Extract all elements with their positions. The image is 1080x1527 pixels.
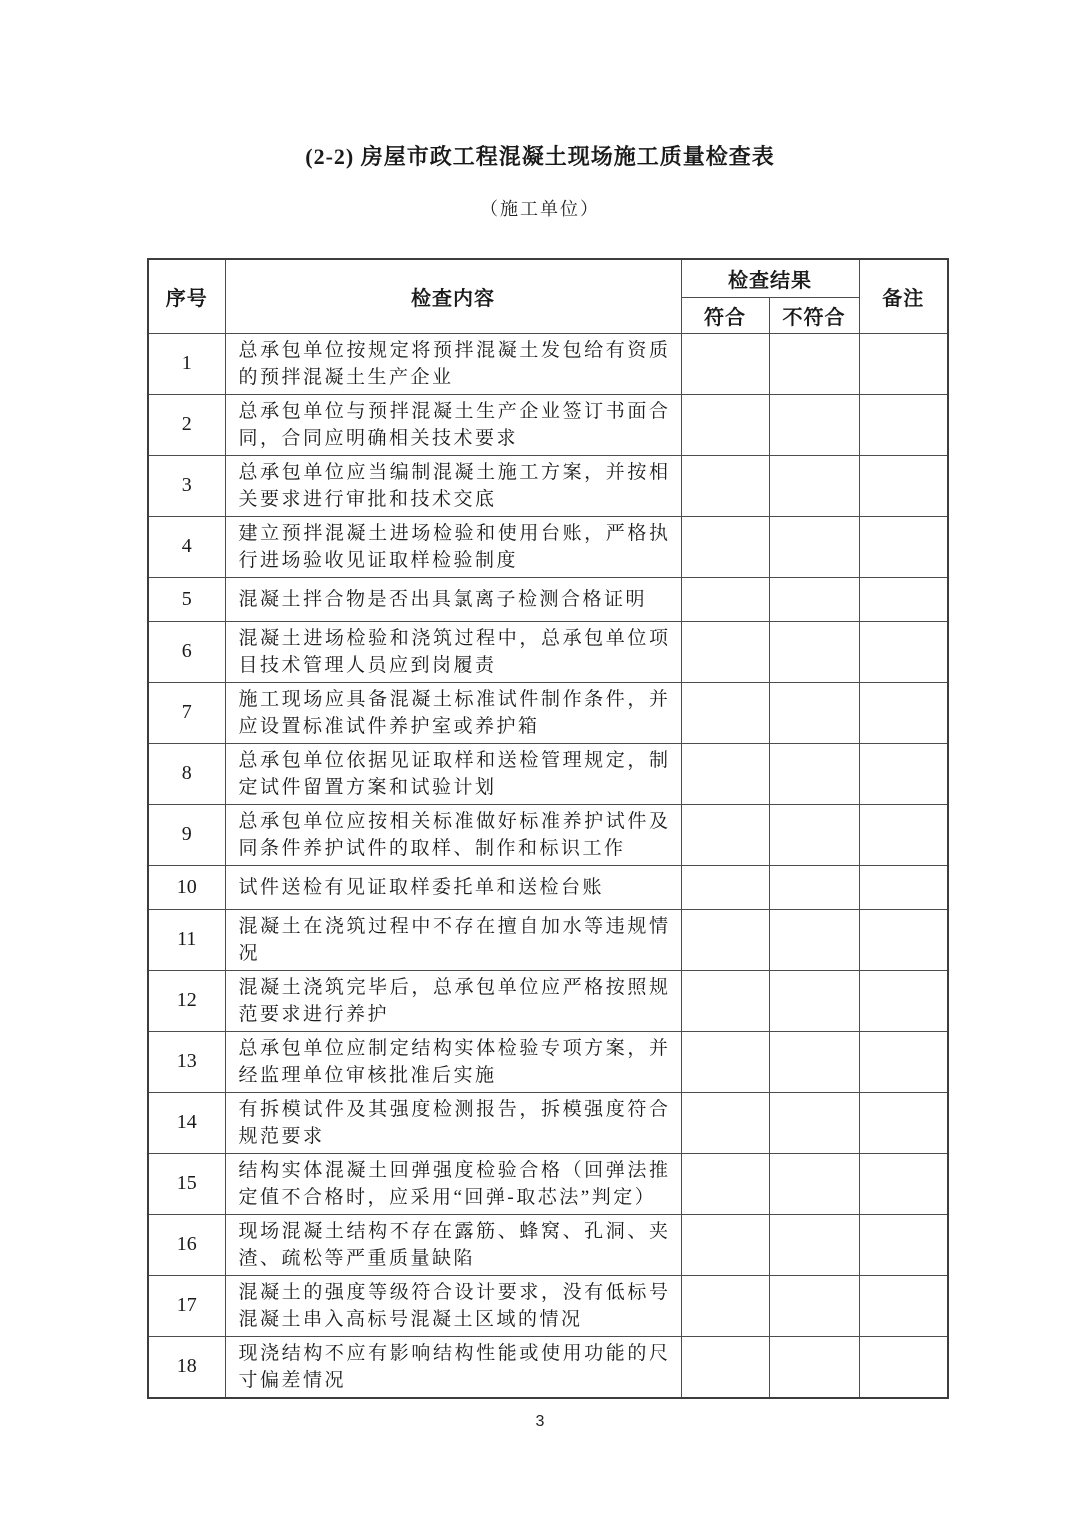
remark-cell: [859, 970, 948, 1031]
header-result-group: 检查结果: [681, 259, 859, 297]
row-number: 5: [148, 577, 225, 621]
table-row: [148, 865, 948, 909]
remark-cell: [859, 394, 948, 455]
table-row: [148, 909, 948, 970]
remark-cell: [859, 1275, 948, 1336]
nonconform-cell: [769, 455, 859, 516]
remark-cell: [859, 1214, 948, 1275]
nonconform-cell: [769, 394, 859, 455]
nonconform-cell: [769, 1275, 859, 1336]
row-number: 10: [148, 865, 225, 909]
row-number: 3: [148, 455, 225, 516]
nonconform-cell: [769, 577, 859, 621]
row-content: 总承包单位应制定结构实体检验专项方案，并经监理单位审核批准后实施: [225, 1031, 681, 1092]
nonconform-cell: [769, 1153, 859, 1214]
conform-cell: [681, 1092, 769, 1153]
conform-cell: [681, 516, 769, 577]
conform-cell: [681, 1031, 769, 1092]
row-number: 6: [148, 621, 225, 682]
inspection-checklist-table: [147, 258, 949, 1399]
conform-cell: [681, 621, 769, 682]
conform-cell: [681, 1336, 769, 1398]
table-row: [148, 1092, 948, 1153]
table-row: [148, 1336, 948, 1398]
conform-cell: [681, 909, 769, 970]
table-row: [148, 516, 948, 577]
table-row: [148, 394, 948, 455]
conform-cell: [681, 1214, 769, 1275]
conform-cell: [681, 577, 769, 621]
remark-cell: [859, 743, 948, 804]
nonconform-cell: [769, 516, 859, 577]
header-nonconform: 不符合: [769, 297, 859, 333]
table-row: [148, 455, 948, 516]
remark-cell: [859, 1336, 948, 1398]
table-row: [148, 743, 948, 804]
row-content: 试件送检有见证取样委托单和送检台账: [225, 865, 681, 909]
conform-cell: [681, 682, 769, 743]
remark-cell: [859, 909, 948, 970]
header-remark: 备注: [859, 259, 948, 333]
page-title: (2-2) 房屋市政工程混凝土现场施工质量检查表: [305, 144, 775, 169]
remark-cell: [859, 682, 948, 743]
page-subtitle: （施工单位）: [480, 199, 600, 219]
row-number: 7: [148, 682, 225, 743]
header-seq: 序号: [148, 259, 225, 333]
row-content: 混凝土的强度等级符合设计要求，没有低标号混凝土串入高标号混凝土区域的情况: [225, 1275, 681, 1336]
table-row: [148, 1214, 948, 1275]
remark-cell: [859, 865, 948, 909]
conform-cell: [681, 1275, 769, 1336]
remark-cell: [859, 455, 948, 516]
row-content: 总承包单位依据见证取样和送检管理规定，制定试件留置方案和试验计划: [225, 743, 681, 804]
nonconform-cell: [769, 970, 859, 1031]
row-number: 12: [148, 970, 225, 1031]
remark-cell: [859, 1031, 948, 1092]
row-number: 15: [148, 1153, 225, 1214]
nonconform-cell: [769, 804, 859, 865]
nonconform-cell: [769, 333, 859, 394]
table-row: [148, 804, 948, 865]
conform-cell: [681, 743, 769, 804]
row-number: 11: [148, 909, 225, 970]
nonconform-cell: [769, 909, 859, 970]
conform-cell: [681, 865, 769, 909]
nonconform-cell: [769, 1031, 859, 1092]
conform-cell: [681, 455, 769, 516]
checklist-body: [148, 333, 948, 1398]
conform-cell: [681, 1153, 769, 1214]
conform-cell: [681, 970, 769, 1031]
row-content: 混凝土在浇筑过程中不存在擅自加水等违规情况: [225, 909, 681, 970]
row-content: 总承包单位与预拌混凝土生产企业签订书面合同，合同应明确相关技术要求: [225, 394, 681, 455]
conform-cell: [681, 804, 769, 865]
row-number: 16: [148, 1214, 225, 1275]
nonconform-cell: [769, 865, 859, 909]
nonconform-cell: [769, 1336, 859, 1398]
table-row: [148, 333, 948, 394]
row-number: 14: [148, 1092, 225, 1153]
table-header: [148, 259, 948, 333]
table-row: [148, 577, 948, 621]
row-number: 13: [148, 1031, 225, 1092]
table-row: [148, 970, 948, 1031]
row-content: 总承包单位按规定将预拌混凝土发包给有资质的预拌混凝土生产企业: [225, 333, 681, 394]
table-row: [148, 1031, 948, 1092]
remark-cell: [859, 804, 948, 865]
row-number: 2: [148, 394, 225, 455]
row-content: 现浇结构不应有影响结构性能或使用功能的尺寸偏差情况: [225, 1336, 681, 1398]
header-conform: 符合: [681, 297, 769, 333]
remark-cell: [859, 1092, 948, 1153]
row-number: 4: [148, 516, 225, 577]
nonconform-cell: [769, 621, 859, 682]
remark-cell: [859, 621, 948, 682]
row-number: 8: [148, 743, 225, 804]
row-content: 建立预拌混凝土进场检验和使用台账，严格执行进场验收见证取样检验制度: [225, 516, 681, 577]
row-content: 混凝土浇筑完毕后，总承包单位应严格按照规范要求进行养护: [225, 970, 681, 1031]
table-row: [148, 621, 948, 682]
remark-cell: [859, 1153, 948, 1214]
nonconform-cell: [769, 1092, 859, 1153]
row-content: 有拆模试件及其强度检测报告，拆模强度符合规范要求: [225, 1092, 681, 1153]
page-number: 3: [535, 1413, 545, 1430]
row-number: 18: [148, 1336, 225, 1398]
row-content: 混凝土进场检验和浇筑过程中，总承包单位项目技术管理人员应到岗履责: [225, 621, 681, 682]
nonconform-cell: [769, 1214, 859, 1275]
header-content: 检查内容: [225, 259, 681, 333]
row-content: 总承包单位应按相关标准做好标准养护试件及同条件养护试件的取样、制作和标识工作: [225, 804, 681, 865]
row-content: 总承包单位应当编制混凝土施工方案，并按相关要求进行审批和技术交底: [225, 455, 681, 516]
conform-cell: [681, 333, 769, 394]
row-number: 17: [148, 1275, 225, 1336]
remark-cell: [859, 577, 948, 621]
conform-cell: [681, 394, 769, 455]
table-row: [148, 682, 948, 743]
row-number: 1: [148, 333, 225, 394]
row-number: 9: [148, 804, 225, 865]
table-row: [148, 1153, 948, 1214]
row-content: 混凝土拌合物是否出具氯离子检测合格证明: [225, 577, 681, 621]
remark-cell: [859, 516, 948, 577]
table-row: [148, 1275, 948, 1336]
row-content: 现场混凝土结构不存在露筋、蜂窝、孔洞、夹渣、疏松等严重质量缺陷: [225, 1214, 681, 1275]
nonconform-cell: [769, 743, 859, 804]
row-content: 结构实体混凝土回弹强度检验合格（回弹法推定值不合格时，应采用“回弹-取芯法”判定）: [225, 1153, 681, 1214]
nonconform-cell: [769, 682, 859, 743]
row-content: 施工现场应具备混凝土标准试件制作条件，并应设置标准试件养护室或养护箱: [225, 682, 681, 743]
remark-cell: [859, 333, 948, 394]
